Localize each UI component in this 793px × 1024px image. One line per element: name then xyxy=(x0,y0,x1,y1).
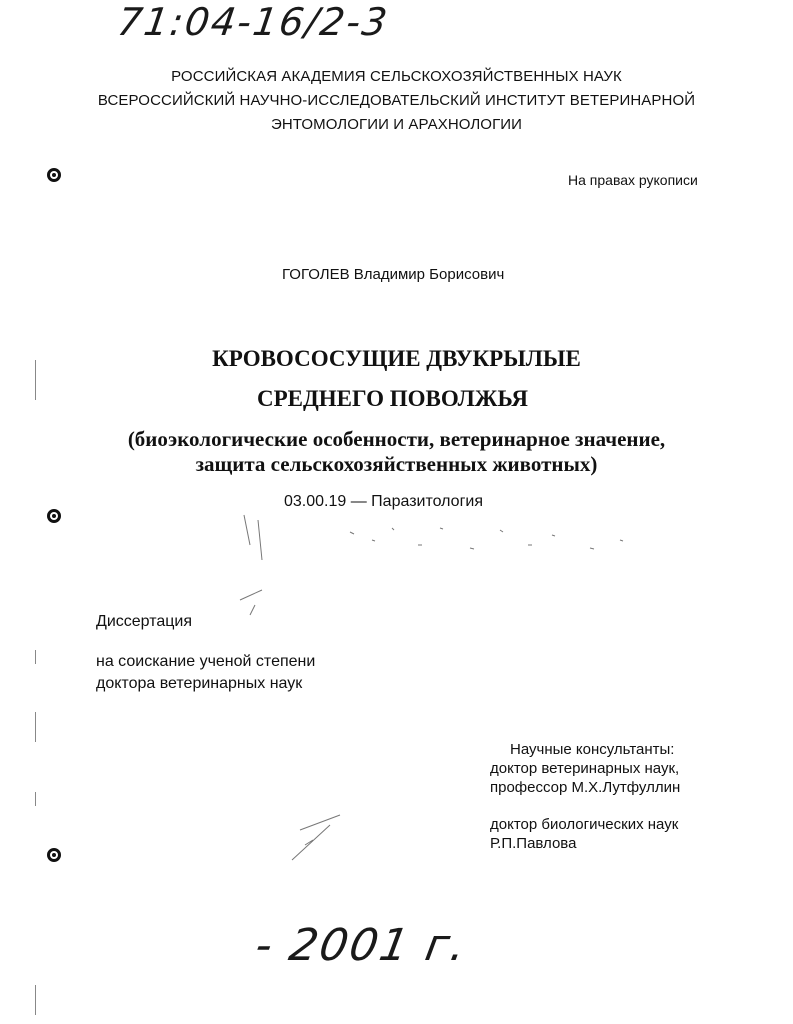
archive-code: 71:04-16/2-3 xyxy=(114,0,392,44)
degree-line-1: на соискание ученой степени xyxy=(96,653,316,670)
consultant-1-degree: доктор ветеринарных наук, xyxy=(490,760,680,777)
institution-line-1: РОССИЙСКАЯ АКАДЕМИЯ СЕЛЬСКОХОЗЯЙСТВЕННЫХ НАУК xyxy=(171,68,622,85)
consultants-heading: Научные консультанты: xyxy=(510,741,675,758)
consultant-2-name: Р.П.Павлова xyxy=(490,835,577,852)
consultant-1-name: профессор М.Х.Лутфуллин xyxy=(490,779,681,796)
punch-hole-icon xyxy=(47,168,61,182)
handwritten-year: - 2001 г. xyxy=(251,920,472,971)
punch-hole-icon xyxy=(47,848,61,862)
scan-edge-mark xyxy=(35,712,36,742)
punch-hole-icon xyxy=(47,509,61,523)
title-line-2: СРЕДНЕГО ПОВОЛЖЬЯ xyxy=(256,386,529,411)
subtitle-line-2: защита сельскохозяйственных животных) xyxy=(195,452,598,476)
institution-line-2: ВСЕРОССИЙСКИЙ НАУЧНО-ИССЛЕДОВАТЕЛЬСКИЙ ИНСТИТУТ ВЕТЕРИНАРНОЙ xyxy=(97,92,696,109)
dissertation-label: Диссертация xyxy=(96,613,193,630)
degree-block xyxy=(96,651,315,695)
consultant-2-degree: доктор биологических наук xyxy=(490,816,679,833)
consultants-block xyxy=(490,740,680,853)
scan-edge-mark xyxy=(35,985,36,1015)
manuscript-rights: На правах рукописи xyxy=(568,172,698,188)
scan-edge-mark xyxy=(35,792,36,806)
author-name: ГОГОЛЕВ Владимир Борисович xyxy=(282,266,505,283)
scan-edge-mark xyxy=(35,650,36,664)
institution-line-3: ЭНТОМОЛОГИИ И АРАХНОЛОГИИ xyxy=(270,116,523,133)
title-line-1: КРОВОСОСУЩИЕ ДВУКРЫЛЫЕ xyxy=(212,346,581,371)
subtitle-line-1: (биоэкологические особенности, ветеринарное значение, xyxy=(127,427,666,451)
degree-line-2: доктора ветеринарных наук xyxy=(96,675,303,692)
institution-header xyxy=(0,65,793,137)
specialty: 03.00.19 — Паразитология xyxy=(284,493,484,510)
